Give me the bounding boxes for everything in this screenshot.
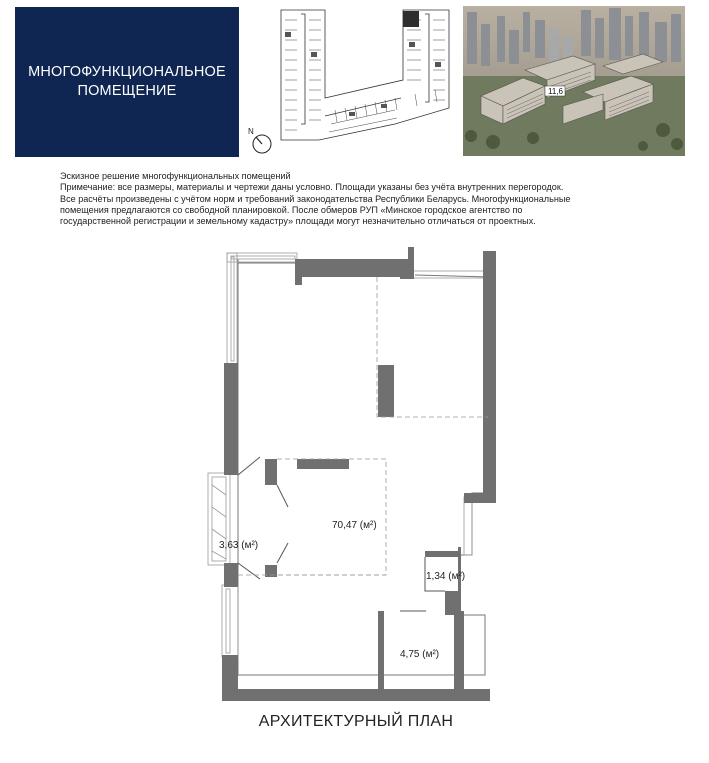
title-line-1: МНОГОФУНКЦИОНАЛЬНОЕ [28,64,226,80]
notes-line-3: Все расчёты произведены с учётом норм и требований законодательства Республики Беларусь. Многофункциональные [60,193,571,204]
key-plan [245,6,457,158]
plan-caption: АРХИТЕКТУРНЫЙ ПЛАН [258,713,454,730]
notes-line-4: помещения предлагаются со свободной планировкой. После обмеров РУП «Минское городское агентство по [60,204,523,215]
room-area-storage: 4,75 (м²) [400,649,440,660]
notes-line-2: Примечание: все размеры, материалы и чертежи даны условно. Площади указаны без учёта внутренних перегородок. [60,182,564,193]
notes-line-5: государственной регистрации и земельному кадастру» площади могут незначительно отличаться от проектных. [60,216,536,227]
highlighted-unit [403,11,419,27]
key-plan-footprint [281,10,449,140]
notes [60,171,660,227]
compass [248,127,271,153]
render-building-label: 11,6 [548,87,563,96]
floor-plan [200,245,510,705]
room-area-vestibule: 3,63 (м²) [219,540,259,551]
notes-line-1: Эскизное решение многофункциональных помещений [60,171,291,181]
title-box [15,7,239,157]
compass-label: N [248,127,254,136]
title-line-2: ПОМЕЩЕНИЕ [77,83,177,99]
walls [222,247,496,701]
room-area-wc: 1,34 (м²) [426,571,466,582]
aerial-render [463,6,685,156]
room-area-main: 70,47 (м²) [332,520,377,531]
